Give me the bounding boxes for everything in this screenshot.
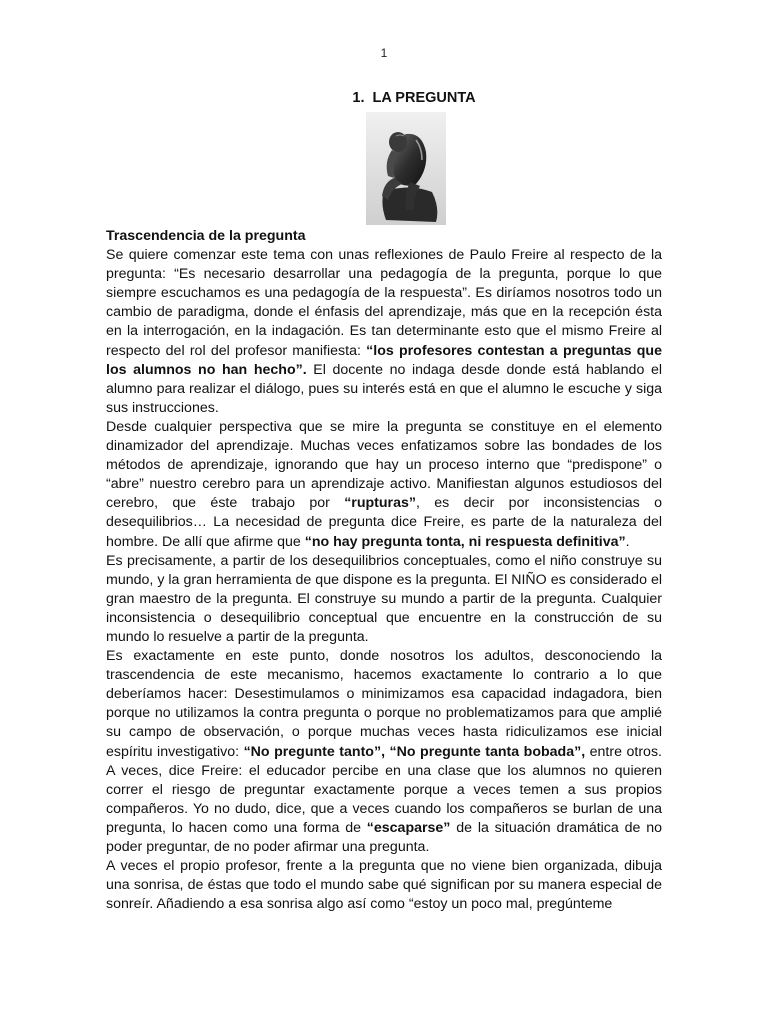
p4-text-c: entre otros. A veces, dice Freire: el educador percibe en una clase que los alumnos no quieren correr el riesgo de preguntar exactamente porque a veces temen a sus propios compañeros. Yo no dudo, dice, que a veces cuando los compañeros se burlan de una pregunta, lo hacen como una forma de [106, 743, 662, 836]
p2-text-d: . [625, 533, 630, 550]
page-number: 1 [380, 46, 388, 60]
p2-text-a: Desde cualquier perspectiva que se mire la pregunta se constituye en el elemento dinamizador del aprendizaje. Muchas veces enfatizamos sobre las bondades de los métodos de aprendizaje, ignorando que hay un proceso interno que “predispone” o “abre” nuestro cerebro para un aprendizaje activo. Manifiestan algunos estudiosos del cerebro, que éste trabajo por [106, 418, 662, 512]
paragraph-3: Es precisamente, a partir de los desequilibrios conceptuales, como el niño construye su mundo, y la gran herramienta de que dispone es la pregunta. El NIÑO es considerado el gran maestro de la pregunta. El construye su mundo a partir de la pregunta. Cualquier inconsistencia o desequilibrio conceptual que encuentre en la construcción de su mundo lo resuelve a partir de la pregunta. [106, 552, 662, 645]
thinker-sculpture-photo [366, 112, 446, 225]
p2-text-c: , es decir por inconsistencias o desequilibrios… La necesidad de pregunta dice Freire, es parte de la naturaleza del hombre. De allí que afirme que [106, 495, 662, 550]
p2-bold-quote: “no hay pregunta tonta, ni respuesta definitiva” [304, 533, 626, 550]
p1-bold-quote: “los profesores contestan a preguntas que los alumnos no han hecho”. [106, 342, 662, 378]
p1-text-c: El docente no indaga desde donde está hablando el alumno para realizar el diálogo, pues su interés está en que el alumno le escuche y siga sus instrucciones. [106, 361, 662, 416]
title-text: LA PREGUNTA [372, 90, 476, 106]
p2-bold-rupturas: “rupturas” [344, 495, 416, 512]
paragraph-4 [106, 647, 662, 857]
document-body [106, 227, 662, 914]
p4-bold-quotes: “No pregunte tanto”, “No pregunte tanta bobada”, [243, 743, 586, 760]
thinker-sculpture-icon [366, 112, 446, 225]
paragraph-2 [106, 418, 662, 552]
p4-bold-escaparse: “escaparse” [366, 819, 451, 836]
p1-text-a: Se quiere comenzar este tema con unas reflexiones de Paulo Freire al respecto de la pregunta: “Es necesario desarrollar una pedagogía de la pregunta, porque lo que siempre escuchamos es una pedagogía de la respuesta”. Es diríamos nosotros todo un cambio de paradigma, donde el énfasis del aprendizaje, más que en la recepción ésta en la interrogación, en la indagación. Es tan determinante esto que el mismo Freire al respecto del rol del profesor manifiesta: [106, 247, 662, 359]
p4-text-a: Es exactamente en este punto, donde nosotros los adultos, desconociendo la trascendencia de este mecanismo, hacemos exactamente lo contrario a lo que deberíamos hacer: Desestimulamos o minimizamos esa capacidad indagadora, bien porque no utilizamos la contra pregunta o porque no problematizamos para que amplié su campo de observación, o porque muchas veces hasta ridiculizamos ese inicial espíritu investigativo: [106, 648, 662, 760]
paragraph-5: A veces el propio profesor, frente a la pregunta que no viene bien organizada, dibuja una sonrisa, de éstas que todo el mundo sabe qué significan por su manera especial de sonreír. Añadiendo a esa sonrisa algo así como “estoy un poco mal, pregúnteme [106, 858, 662, 913]
section-heading: Trascendencia de la pregunta [106, 228, 306, 244]
paragraph-1 [106, 246, 662, 418]
p4-text-d: de la situación dramática de no poder preguntar, de no poder afirmar una pregunta. [106, 819, 662, 855]
page-title [0, 90, 768, 106]
title-number: 1. [352, 90, 365, 106]
